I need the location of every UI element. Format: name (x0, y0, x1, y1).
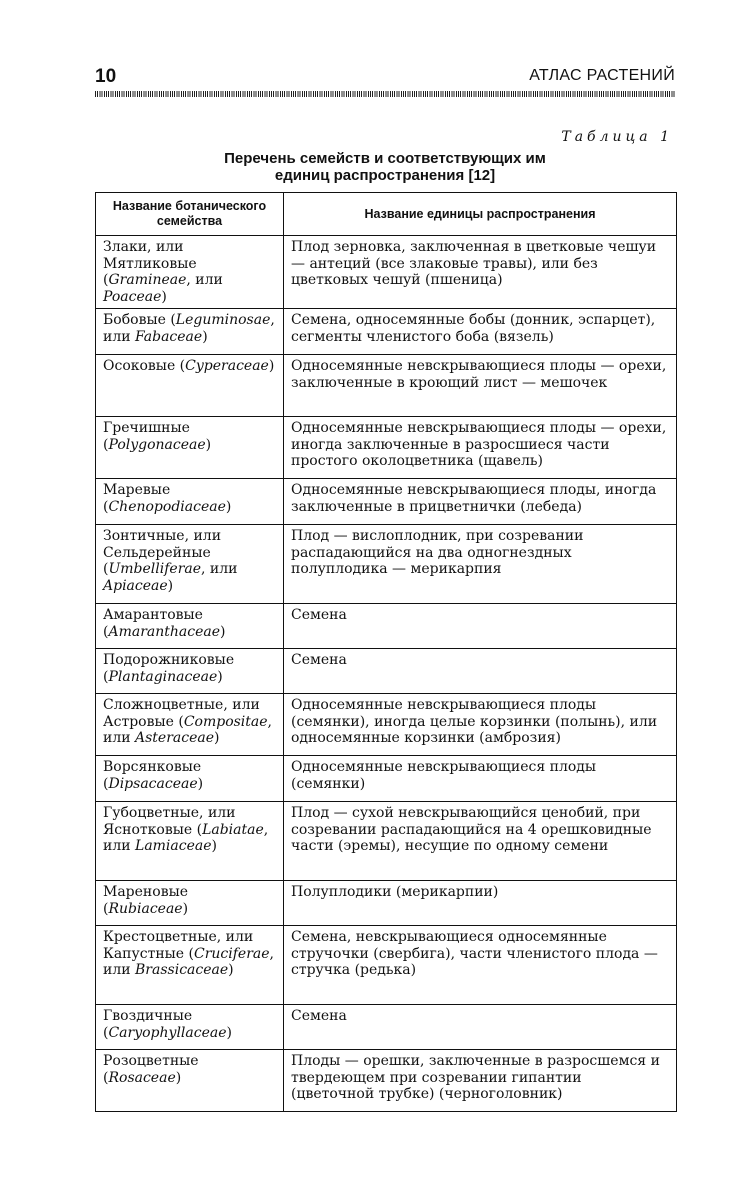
latin-name: Rosaceae (108, 1069, 176, 1086)
table-row (96, 756, 677, 802)
dispersal-unit-cell: Односемянные невскрывающиеся плоды, иногда заключенные в прицветнички (лебеда) (284, 479, 677, 525)
family-cell (96, 355, 284, 417)
family-name-text: , или (103, 312, 275, 345)
latin-name: Asteraceae (135, 730, 215, 746)
dispersal-unit-cell: Односемянные невскрывающиеся плоды (семянки) (284, 756, 677, 802)
dispersal-unit-cell: Семена (284, 604, 677, 649)
family-name-text: Ворсянковые ( (103, 759, 202, 792)
dispersal-unit-cell: Семена (284, 649, 677, 694)
family-name-text: Подорожниковые ( (103, 652, 235, 685)
family-name-text: ) (211, 838, 217, 854)
header-rule (95, 91, 675, 97)
family-name-text: ) (205, 436, 212, 453)
table-row (96, 417, 677, 479)
latin-name: Dipsacaceae (108, 775, 198, 792)
family-name-text: ) (217, 668, 223, 685)
table-row (96, 604, 677, 649)
family-name-text: ) (228, 962, 234, 978)
family-name-text: , или (103, 821, 269, 854)
latin-name: Cyperaceae (185, 358, 269, 374)
latin-name: Apiaceae (103, 577, 168, 594)
families-table (95, 192, 677, 1112)
table-title-line-1: Перечень семейств и соответствующих им (224, 150, 546, 167)
latin-name: Caryophyllaceae (108, 1024, 227, 1041)
family-name-text: ) (167, 577, 174, 594)
latin-name: Cruciferae (194, 945, 270, 962)
page-header (95, 66, 675, 92)
family-name-text: ) (182, 900, 189, 917)
family-cell (96, 926, 284, 1005)
latin-name: Labiatae (202, 821, 264, 838)
family-name-text: ) (220, 623, 226, 640)
family-cell (96, 309, 284, 355)
family-name-text: ) (268, 358, 275, 374)
family-cell (96, 1050, 284, 1112)
family-cell (96, 1005, 284, 1050)
dispersal-unit-cell: Плод — вислоплодник, при созревании распадающийся на два одногнездных полуплодика — мерикарпия (284, 525, 677, 604)
table-row (96, 1050, 677, 1112)
dispersal-unit-cell: Семена, односемянные бобы (донник, эспарцет), сегменты членистого боба (вязель) (284, 309, 677, 355)
family-cell (96, 756, 284, 802)
family-cell (96, 649, 284, 694)
table-title-line-2: единиц распространения [12] (274, 167, 496, 184)
table-row (96, 309, 677, 355)
column-header-unit: Название единицы распространения (284, 193, 677, 236)
family-cell (96, 236, 284, 309)
family-name-text: Розоцветные ( (103, 1053, 199, 1086)
table-label: Таблица 1 (561, 129, 673, 145)
dispersal-unit-cell: Семена, невскрывающиеся односемянные стручочки (свербига), части членистого плода — стручка (редька) (284, 926, 677, 1005)
table-row (96, 926, 677, 1005)
dispersal-unit-cell: Плоды — орешки, заключенные в разросшемся и твердеющем при созревании гипантии (цветочной трубке) (черноголовник) (284, 1050, 677, 1112)
table-row (96, 881, 677, 926)
family-cell (96, 802, 284, 881)
family-name-text: , или (186, 272, 223, 288)
latin-name: Polygonaceae (108, 436, 206, 453)
family-name-text: , или (103, 945, 274, 978)
table-row (96, 802, 677, 881)
family-name-text: Гречишные ( (103, 420, 190, 453)
running-title: АТЛАС РАСТЕНИЙ (529, 67, 675, 84)
table-row (96, 479, 677, 525)
family-cell (96, 694, 284, 756)
latin-name: Gramineae (108, 272, 187, 288)
family-name-text: Зонтичные, или Сельдерейные ( (103, 528, 222, 577)
family-cell (96, 479, 284, 525)
dispersal-unit-cell: Полуплодики (мерикарпии) (284, 881, 677, 926)
family-name-text: Сложноцветные, или Астровые ( (103, 697, 260, 730)
dispersal-unit-cell: Односемянные невскрывающиеся плоды — орехи, иногда заключенные в разросшиеся части простого околоцветника (щавель) (284, 417, 677, 479)
family-cell (96, 881, 284, 926)
family-name-text: ) (214, 730, 220, 746)
family-cell (96, 604, 284, 649)
latin-name: Fabaceae (135, 328, 203, 345)
dispersal-unit-cell: Плод зерновка, заключенная в цветковые чешуи — антеций (все злаковые травы), или без цветковых чешуй (пшеница) (284, 236, 677, 309)
table-header-row (96, 193, 677, 236)
latin-name: Amaranthaceae (108, 623, 221, 640)
table-row (96, 1005, 677, 1050)
family-name-text: ) (197, 775, 204, 792)
family-name-text: Мареновые ( (103, 884, 188, 917)
table-row (96, 525, 677, 604)
family-name-text: ) (226, 1024, 232, 1041)
family-name-text: Бобовые ( (103, 312, 176, 328)
latin-name: Chenopodiaceae (108, 498, 226, 515)
dispersal-unit-cell: Односемянные невскрывающиеся плоды (семянки), иногда целые корзинки (полынь), или односемянные корзинки (амброзия) (284, 694, 677, 756)
latin-name: Umbelliferae (108, 561, 202, 577)
family-name-text: Крестоцветные, или Капустные ( (103, 929, 254, 962)
family-name-text: ) (175, 1069, 182, 1086)
family-name-text: ) (161, 288, 167, 305)
family-name-text: ) (225, 498, 232, 515)
family-name-text: ) (202, 328, 208, 345)
family-name-text: Амарантовые ( (103, 607, 203, 640)
latin-name: Compositae (183, 713, 268, 730)
family-name-text: Гвоздичные ( (103, 1008, 193, 1041)
dispersal-unit-cell: Односемянные невскрывающиеся плоды — орехи, заключенные в кроющий лист — мешочек (284, 355, 677, 417)
table-row (96, 355, 677, 417)
latin-name: Lamiaceae (135, 838, 212, 854)
table-title (95, 150, 675, 184)
table-row (96, 649, 677, 694)
family-name-text: Маревые ( (103, 482, 171, 515)
family-name-text: , или (201, 561, 238, 577)
family-cell (96, 417, 284, 479)
latin-name: Leguminosae (175, 312, 271, 328)
family-name-text: Осоковые ( (103, 358, 186, 374)
latin-name: Brassicaceae (135, 962, 229, 978)
family-name-text: , или (103, 713, 272, 746)
column-header-family: Название ботанического семейства (96, 193, 284, 236)
dispersal-unit-cell: Плод — сухой невскрывающийся ценобий, при созревании распадающийся на 4 орешковидные части (эремы), несущие по одному семени (284, 802, 677, 881)
latin-name: Plantaginaceae (108, 668, 218, 685)
page-number: 10 (95, 66, 117, 87)
latin-name: Rubiaceae (108, 900, 183, 917)
family-cell (96, 525, 284, 604)
dispersal-unit-cell: Семена (284, 1005, 677, 1050)
table-row (96, 694, 677, 756)
latin-name: Poaceae (103, 288, 162, 305)
family-name-text: Злаки, или Мятликовые ( (103, 239, 197, 288)
family-name-text: Губоцветные, или Яснотковые ( (103, 805, 236, 838)
table-row (96, 236, 677, 309)
